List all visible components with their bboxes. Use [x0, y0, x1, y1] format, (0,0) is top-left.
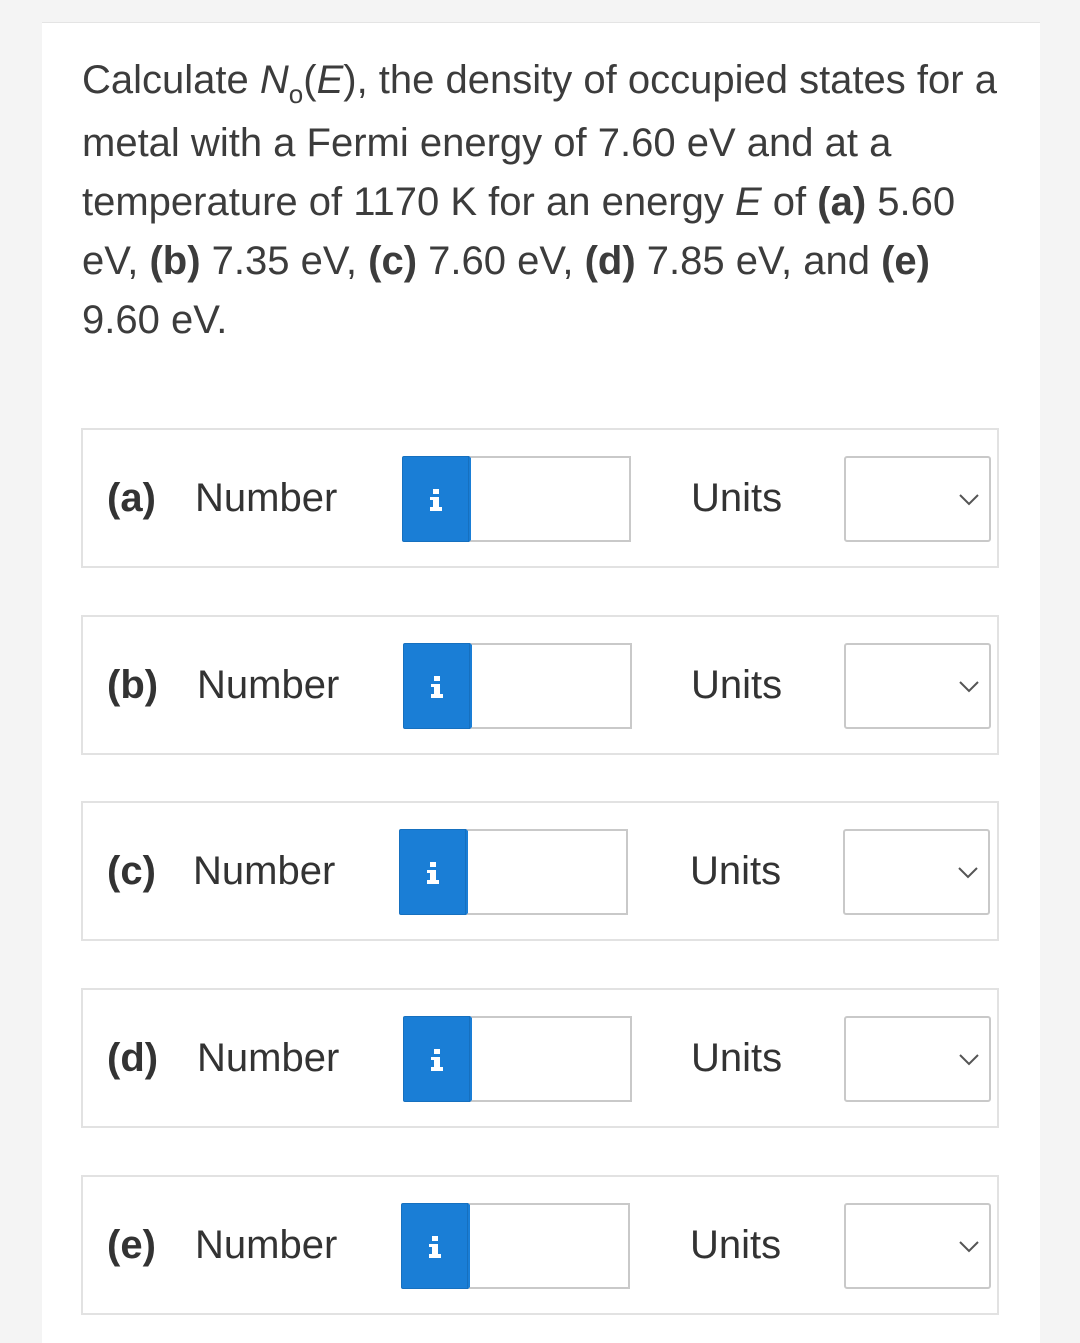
- chevron-down-icon: [958, 867, 978, 879]
- number-label: Number: [197, 1036, 340, 1080]
- chevron-down-icon: [959, 681, 979, 693]
- chevron-down-icon: [959, 1054, 979, 1066]
- part-label: (d): [107, 1036, 159, 1080]
- info-icon: [426, 862, 440, 884]
- number-label: Number: [195, 476, 338, 520]
- info-icon: [429, 489, 443, 511]
- units-select[interactable]: [844, 643, 991, 729]
- part-label: (b): [107, 663, 159, 707]
- answer-row-e: [81, 1175, 999, 1315]
- number-label: Number: [195, 1223, 338, 1267]
- part-label: (c): [107, 849, 156, 893]
- info-icon: [428, 1236, 442, 1258]
- units-label: Units: [691, 1036, 783, 1080]
- chevron-down-icon: [959, 1241, 979, 1253]
- answer-row-c: [81, 801, 999, 941]
- question-text: Calculate $N_o(E)$, the density of occupied states for a metal with a Fermi energy of 7.60 eV and at a temperature of 1170 K for an energy E of (a) 5.60 eV, (b) 7.35 eV, (c) 7.60 eV, (d) 7.85 eV, and (e) 9.60 eV.: [82, 58, 997, 342]
- question-card: [42, 22, 1040, 1343]
- units-label: Units: [690, 849, 782, 893]
- answer-row-b: [81, 615, 999, 755]
- number-input[interactable]: [466, 829, 628, 915]
- info-button[interactable]: [401, 1203, 468, 1289]
- info-icon: [430, 1049, 444, 1071]
- part-label: (a): [107, 476, 156, 520]
- number-input[interactable]: [469, 456, 631, 542]
- units-select[interactable]: [843, 829, 990, 915]
- info-button[interactable]: [402, 456, 469, 542]
- number-input[interactable]: [468, 1203, 630, 1289]
- number-label: Number: [193, 849, 336, 893]
- info-icon: [430, 676, 444, 698]
- units-select[interactable]: [844, 456, 991, 542]
- units-select[interactable]: [844, 1203, 991, 1289]
- units-label: Units: [690, 1223, 782, 1267]
- number-label: Number: [197, 663, 340, 707]
- units-select[interactable]: [844, 1016, 991, 1102]
- info-button[interactable]: [403, 643, 470, 729]
- units-label: Units: [691, 663, 783, 707]
- number-input[interactable]: [470, 643, 632, 729]
- number-input[interactable]: [470, 1016, 632, 1102]
- chevron-down-icon: [959, 494, 979, 506]
- answer-row-d: [81, 988, 999, 1128]
- part-label: (e): [107, 1223, 156, 1267]
- info-button[interactable]: [399, 829, 466, 915]
- answer-row-a: [81, 428, 999, 568]
- units-label: Units: [691, 476, 783, 520]
- info-button[interactable]: [403, 1016, 470, 1102]
